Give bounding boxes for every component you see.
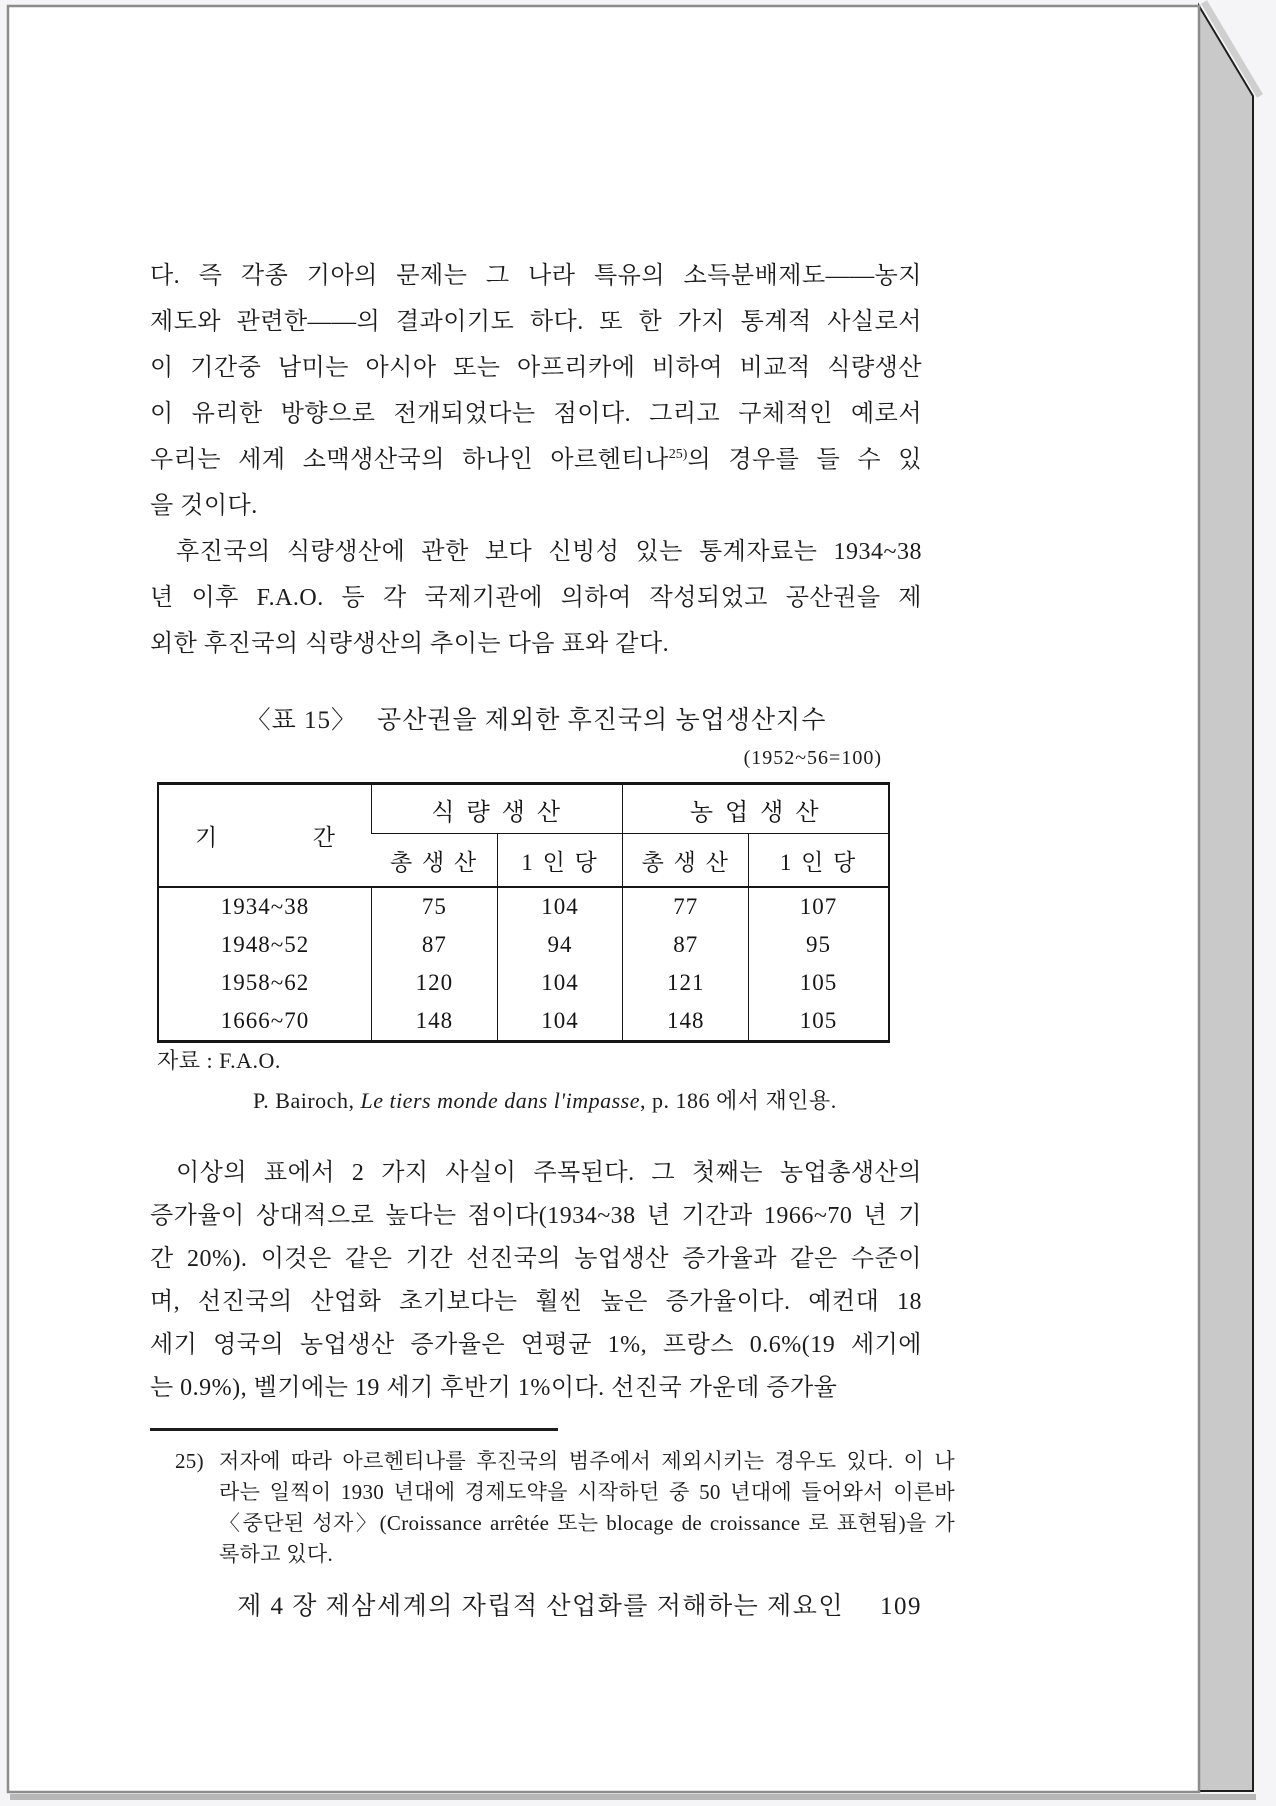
- running-footer: [150, 1586, 922, 1622]
- footnote-line: [175, 1446, 955, 1477]
- chapter-title: 제 4 장 제삼세계의 자립적 산업화를 저해하는 제요인: [237, 1593, 844, 1620]
- paragraph-line: 을 것이다.: [150, 493, 258, 519]
- footnote-line: 〈중단된 성자〉(Croissance arrêtée 또는 blocage de croissance 로 표현됨)을 가: [219, 1511, 955, 1535]
- subheader-total-production: 총 생 산: [371, 834, 497, 888]
- line-text: 우리는 세계 소맥생산국의 하나인 아르헨티나: [150, 447, 669, 473]
- table-row: [158, 1002, 889, 1042]
- period-cell: 1934~38: [220, 894, 310, 919]
- table-title: 공산권을 제외한 후진국의 농업생산지수: [377, 707, 827, 734]
- paragraph-line: 며, 선진국의 산업화 초기보다는 훨씬 높은 증가율이다. 예컨대 18: [150, 1289, 922, 1315]
- paragraph-line: 세기 영국의 농업생산 증가율은 연평균 1%, 프랑스 0.6%(19 세기에: [150, 1332, 922, 1358]
- footnote-marker: 25): [175, 1449, 204, 1473]
- paragraph-line: 제도와 관련한——의 결과이기도 하다. 또 한 가지 통계적 사실로서: [150, 309, 922, 335]
- footnote-25: [175, 1446, 955, 1570]
- paragraph-line: 년 이후 F.A.O. 등 각 국제기관에 의하여 작성되었고 공산권을 제: [150, 585, 922, 611]
- production-index-table: [157, 782, 890, 1043]
- subheader-total-production: 총 생 산: [623, 834, 749, 888]
- value-cell: 148: [371, 1002, 497, 1042]
- table-source-note: [157, 1044, 837, 1115]
- paragraph-line: 후진국의 식량생산에 관한 보다 신빙성 있는 통계자료는 1934~38: [176, 539, 922, 565]
- body-paragraph-analysis: [150, 1152, 922, 1410]
- index-base-note: (1952~56=100): [743, 747, 882, 769]
- value-cell: 95: [749, 926, 889, 964]
- value-cell: 107: [749, 887, 889, 926]
- paragraph-line: 는 0.9%), 벨기에는 19 세기 후반기 1%이다. 선진국 가운데 증가율: [150, 1375, 838, 1401]
- footnote-separator: [150, 1428, 558, 1431]
- body-paragraphs-top: [150, 253, 922, 667]
- value-cell: 94: [497, 926, 623, 964]
- value-cell: 105: [749, 964, 889, 1002]
- table-row: [158, 887, 889, 926]
- group-header-food-production: 식 량 생 산: [371, 784, 622, 834]
- footnote-reference-25: 25): [668, 447, 688, 462]
- table-row: [158, 964, 889, 1002]
- paragraph-line: [150, 437, 922, 483]
- table-caption: [150, 700, 922, 736]
- line-text: 의 경우를 들 수 있: [687, 447, 922, 473]
- table-row: [158, 926, 889, 964]
- source-page-ref: , p. 186 에서 재인용.: [639, 1088, 837, 1113]
- footnote-text: 저자에 따라 아르헨티나를 후진국의 범주에서 제외시키는 경우도 있다. 이 나: [219, 1449, 955, 1473]
- value-cell: 87: [623, 926, 749, 964]
- value-cell: 120: [371, 964, 497, 1002]
- value-cell: 75: [371, 887, 497, 926]
- paragraph-line: 이 유리한 방향으로 전개되었다는 점이다. 그리고 구체적인 예로서: [150, 401, 922, 427]
- paragraph-line: 증가율이 상대적으로 높다는 점이다(1934~38 년 기간과 1966~70 년 기: [150, 1203, 922, 1229]
- period-cell: 1666~70: [220, 1008, 310, 1033]
- subheader-per-capita: 1 인 당: [497, 834, 623, 888]
- paragraph-line: 이상의 표에서 2 가지 사실이 주목된다. 그 첫째는 농업총생산의: [176, 1160, 922, 1186]
- source-author: P. Bairoch,: [253, 1088, 361, 1113]
- paragraph-line: 간 20%). 이것은 같은 기간 선진국의 농업생산 증가율과 같은 수준이: [150, 1246, 922, 1272]
- value-cell: 121: [623, 964, 749, 1002]
- table-number-tag: 〈표 15〉: [245, 707, 358, 734]
- value-cell: 148: [623, 1002, 749, 1042]
- column-header-period: [158, 784, 371, 888]
- page-number: 109: [880, 1593, 922, 1620]
- group-header-agricultural-production: 농 업 생 산: [623, 784, 889, 834]
- value-cell: 87: [371, 926, 497, 964]
- value-cell: 105: [749, 1002, 889, 1042]
- table-group-header-row: [158, 784, 889, 834]
- period-cell: 1958~62: [220, 970, 310, 995]
- footnote-line: 라는 일찍이 1930 년대에 경제도약을 시작하던 중 50 년대에 들어와서 이른바: [219, 1480, 955, 1504]
- period-header-text: [159, 819, 371, 852]
- period-char: 간: [312, 825, 335, 850]
- period-cell: 1948~52: [220, 932, 310, 957]
- value-cell: 104: [497, 887, 623, 926]
- value-cell: 104: [497, 964, 623, 1002]
- subheader-per-capita: 1 인 당: [749, 834, 889, 888]
- paragraph-line: 외한 후진국의 식량생산의 추이는 다음 표와 같다.: [150, 631, 670, 657]
- source-line-1: 자료 : F.A.O.: [157, 1048, 281, 1073]
- value-cell: 77: [623, 887, 749, 926]
- value-cell: 104: [497, 1002, 623, 1042]
- period-char: 기: [195, 825, 218, 850]
- footnote-line: 록하고 있다.: [219, 1542, 334, 1566]
- source-book-title: Le tiers monde dans l'impasse: [360, 1088, 640, 1113]
- paragraph-line: 이 기간중 남미는 아시아 또는 아프리카에 비하여 비교적 식량생산: [150, 355, 922, 381]
- paragraph-line: 다. 즉 각종 기아의 문제는 그 나라 특유의 소득분배제도——농지: [150, 263, 922, 289]
- source-line-2: [157, 1084, 837, 1115]
